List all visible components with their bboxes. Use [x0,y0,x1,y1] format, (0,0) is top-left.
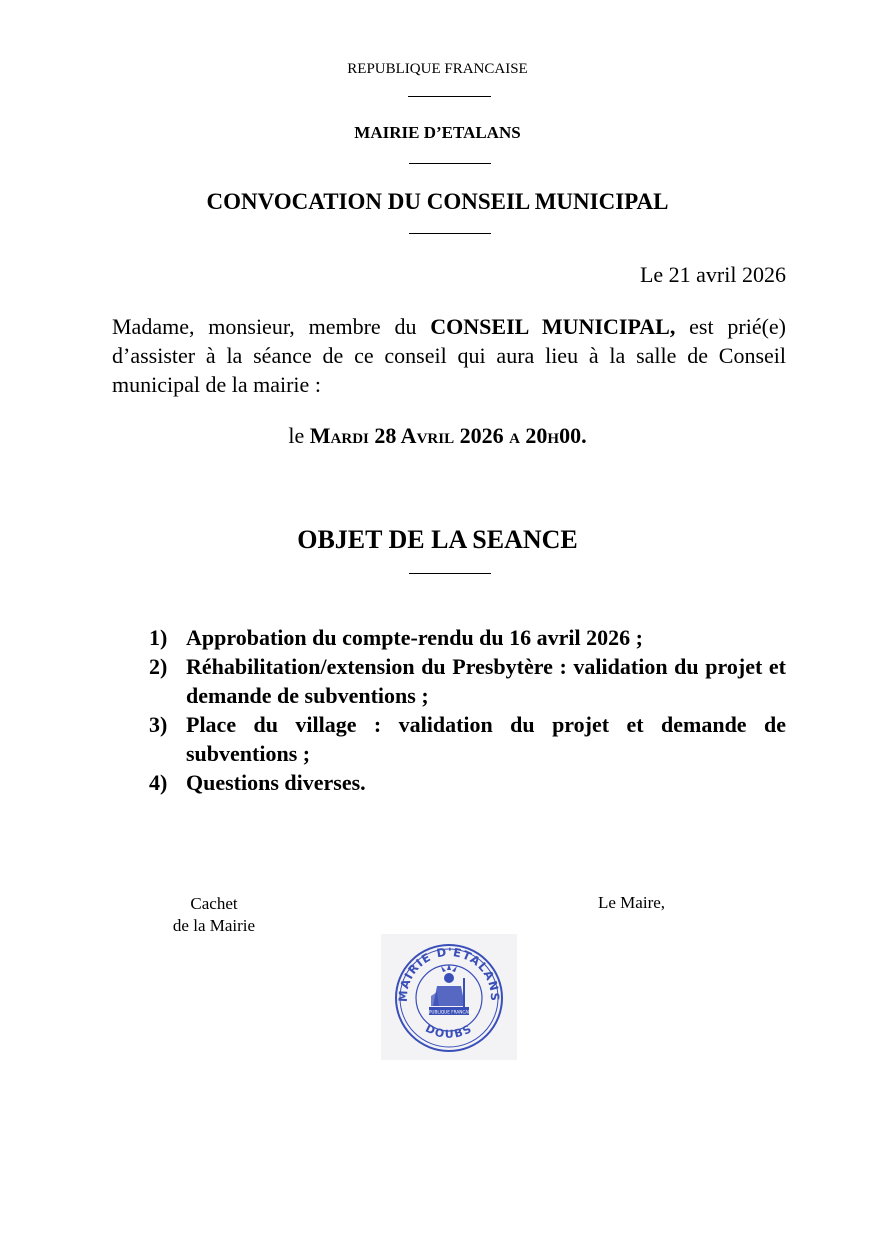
mairie-stamp [381,934,517,1060]
marianne-emblem-icon [431,964,465,1008]
document-title: CONVOCATION DU CONSEIL MUNICIPAL [206,189,669,214]
stamp-bottom-text: DOUBS [423,1021,475,1041]
svg-text:DOUBS [423,1022,475,1041]
stamp-top-text: MAIRIE D'ETALANS [395,944,503,1003]
mairie-header: MAIRIE D’ETALANS [354,123,521,142]
meeting-prefix: le [288,423,310,448]
meeting-datetime [0,423,875,449]
divider [409,233,491,234]
agenda-title: OBJET DE LA SEANCE [297,525,578,554]
agenda-item-text: Approbation du compte-rendu du 16 avril 2026 ; [186,625,643,650]
intro-text-end: est prié(e) d’assister à la séance de ce conseil qui aura lieu à la salle de Conseil municipal de la mairie : [112,314,786,397]
agenda-item-text: Questions diverses. [186,770,366,795]
cachet-label [150,893,278,937]
agenda-item [149,652,786,710]
divider [409,163,491,164]
agenda-item [149,623,786,652]
agenda-item [149,710,786,768]
stamp-motto: REPUBLIQUE FRANCAISE [423,1009,475,1015]
agenda-item-text: Réhabilitation/extension du Presbytère : validation du projet et demande de subventions ; [186,654,786,708]
intro-text-bold: CONSEIL MUNICIPAL, [430,314,676,339]
meeting-date: Mardi 28 Avril 2026 a 20h00. [309,423,587,448]
agenda-item-number: 3) [149,712,168,737]
document-date: Le 21 avril 2026 [639,262,786,287]
convocation-text [112,312,786,399]
agenda-list [149,623,786,797]
divider [408,96,491,97]
intro-text-start: Madame, monsieur, membre du [112,314,431,339]
cachet-line-1: Cachet [190,894,238,913]
cachet-line-2: de la Mairie [172,916,256,935]
agenda-item-number: 1) [149,625,168,650]
agenda-item-text: Place du village : validation du projet et demande de subventions ; [186,712,786,766]
divider [409,573,491,574]
agenda-item-number: 4) [149,770,168,795]
republique-header: REPUBLIQUE FRANCAISE [347,61,528,77]
agenda-item [149,768,786,797]
agenda-item-number: 2) [149,654,168,679]
maire-signature-label: Le Maire, [598,893,666,912]
stamp-seal-icon [381,934,517,1060]
